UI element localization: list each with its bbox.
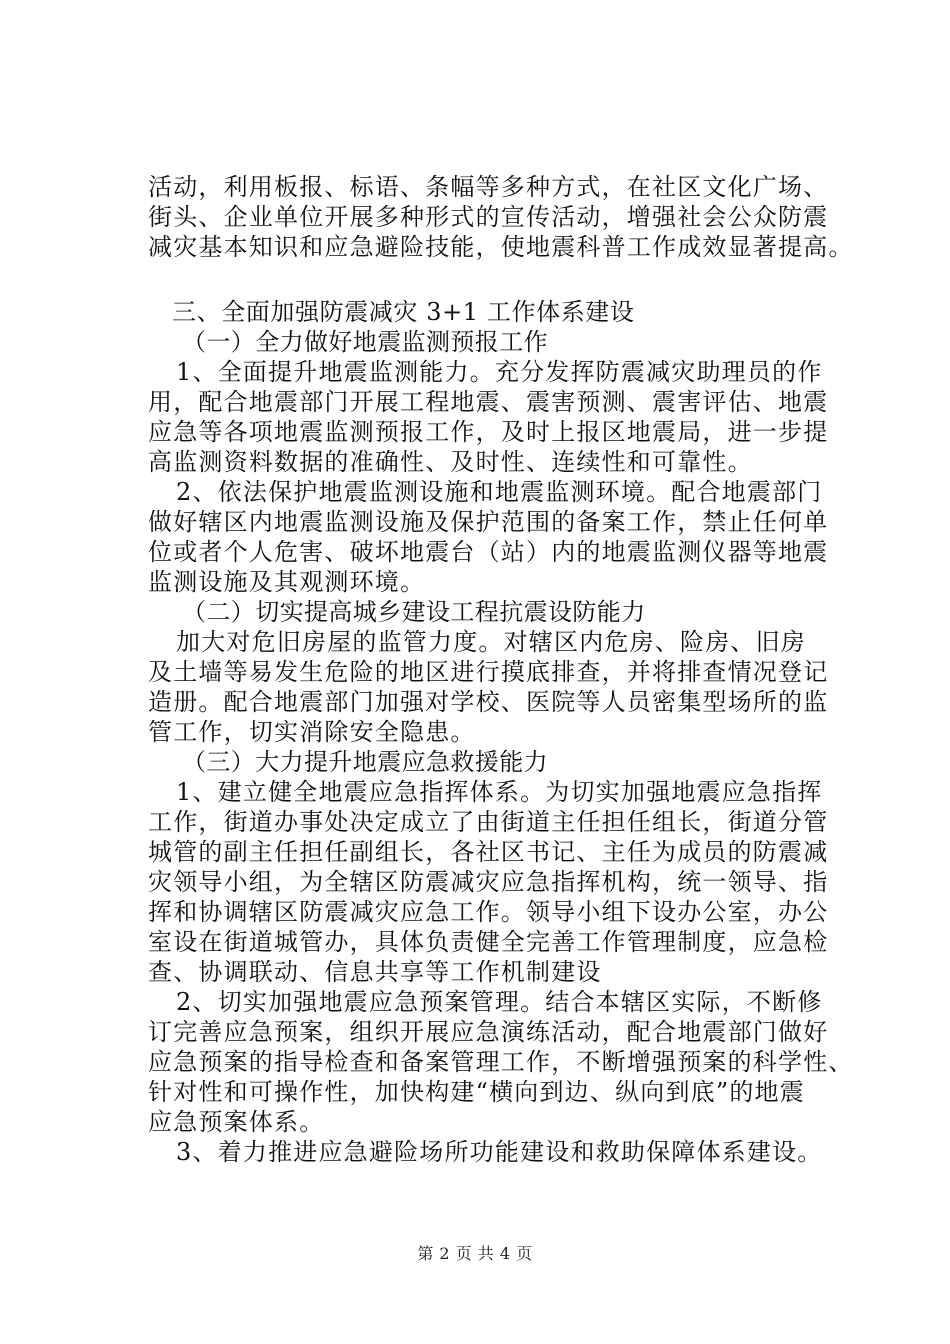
text-line: 1、建立健全地震应急指挥体系。为切实加强地震应急指挥 — [176, 778, 823, 806]
text-line: 订完善应急预案，组织开展应急演练活动，配合地震部门做好 — [148, 1018, 829, 1046]
subsection-heading: （二）切实提高城乡建设工程抗震设防能力 — [182, 598, 646, 626]
text-line: 灾领导小组，为全辖区防震减灾应急指挥机构，统一领导、指 — [148, 868, 829, 896]
text-line: 减灾基本知识和应急避险技能，使地震科普工作成效显著提高。 — [148, 233, 854, 261]
text-line: 城管的副主任担任副组长，各社区书记、主任为成员的防震减 — [148, 838, 829, 866]
paragraph-intro — [148, 172, 854, 262]
text-line: 2、切实加强地震应急预案管理。结合本辖区实际，不断修 — [176, 988, 823, 1016]
text-line: 应急预案的指导检查和备案管理工作，不断增强预案的科学性、 — [148, 1048, 854, 1076]
text-line: 监测设施及其观测环境。 — [148, 568, 426, 596]
paragraph-monitoring-capacity — [148, 357, 838, 477]
text-line: 用，配合地震部门开展工程地震、震害预测、震害评估、地震 — [148, 388, 829, 416]
subsection-heading: （一）全力做好地震监测预报工作 — [182, 328, 548, 356]
text-line: 查、协调联动、信息共享等工作机制建设 — [148, 958, 602, 986]
paragraph-housing-supervision — [148, 627, 838, 747]
text-line: 挥和协调辖区防震减灾应急工作。领导小组下设办公室，办公 — [148, 898, 829, 926]
paragraph-gap — [148, 262, 838, 297]
page-footer: 第 2 页 共 4 页 — [417, 1244, 533, 1263]
text-line: 应急预案体系。 — [148, 1108, 325, 1136]
text-line: 街头、企业单位开展多种形式的宣传活动，增强社会公众防震 — [148, 203, 829, 231]
text-line: 工作，街道办事处决定成立了由街道主任担任组长，街道分管 — [148, 808, 829, 836]
text-line: 1、全面提升地震监测能力。充分发挥防震减灾助理员的作 — [176, 358, 823, 386]
document-body — [148, 172, 854, 1167]
text-line: 针对性和可操作性，加快构建“横向到边、纵向到底”的地震 — [148, 1078, 805, 1106]
text-line: 造册。配合地震部门加强对学校、医院等人员密集型场所的监 — [148, 688, 829, 716]
paragraph-monitoring-protection — [148, 477, 838, 597]
text-line: 及土墙等易发生危险的地区进行摸底排查，并将排查情况登记 — [148, 658, 829, 686]
subsection-heading: （三）大力提升地震应急救援能力 — [182, 748, 548, 776]
text-line: 加大对危旧房屋的监管力度。对辖区内危房、险房、旧房 — [176, 628, 806, 656]
paragraph-shelter-construction — [148, 1137, 838, 1167]
text-line: 管工作，切实消除安全隐患。 — [148, 718, 476, 746]
text-line: 高监测资料数据的准确性、及时性、连续性和可靠性。 — [148, 448, 753, 476]
paragraph-emergency-plan — [148, 987, 854, 1137]
text-line: 2、依法保护地震监测设施和地震监测环境。配合地震部门 — [176, 478, 823, 506]
section-heading: 三、全面加强防震减灾 3+1 工作体系建设 — [172, 298, 635, 326]
text-line: 做好辖区内地震监测设施及保护范围的备案工作，禁止任何单 — [148, 508, 829, 536]
text-line: 应急等各项地震监测预报工作，及时上报区地震局，进一步提 — [148, 418, 829, 446]
paragraph-command-system — [148, 777, 838, 987]
text-line: 活动，利用板报、标语、条幅等多种方式，在社区文化广场、 — [148, 173, 829, 201]
text-line: 位或者个人危害、破坏地震台（站）内的地震监测仪器等地震 — [148, 538, 829, 566]
text-line: 室设在街道城管办，具体负责健全完善工作管理制度，应急检 — [148, 928, 829, 956]
text-line: 3、着力推进应急避险场所功能建设和救助保障体系建设。 — [176, 1138, 823, 1166]
